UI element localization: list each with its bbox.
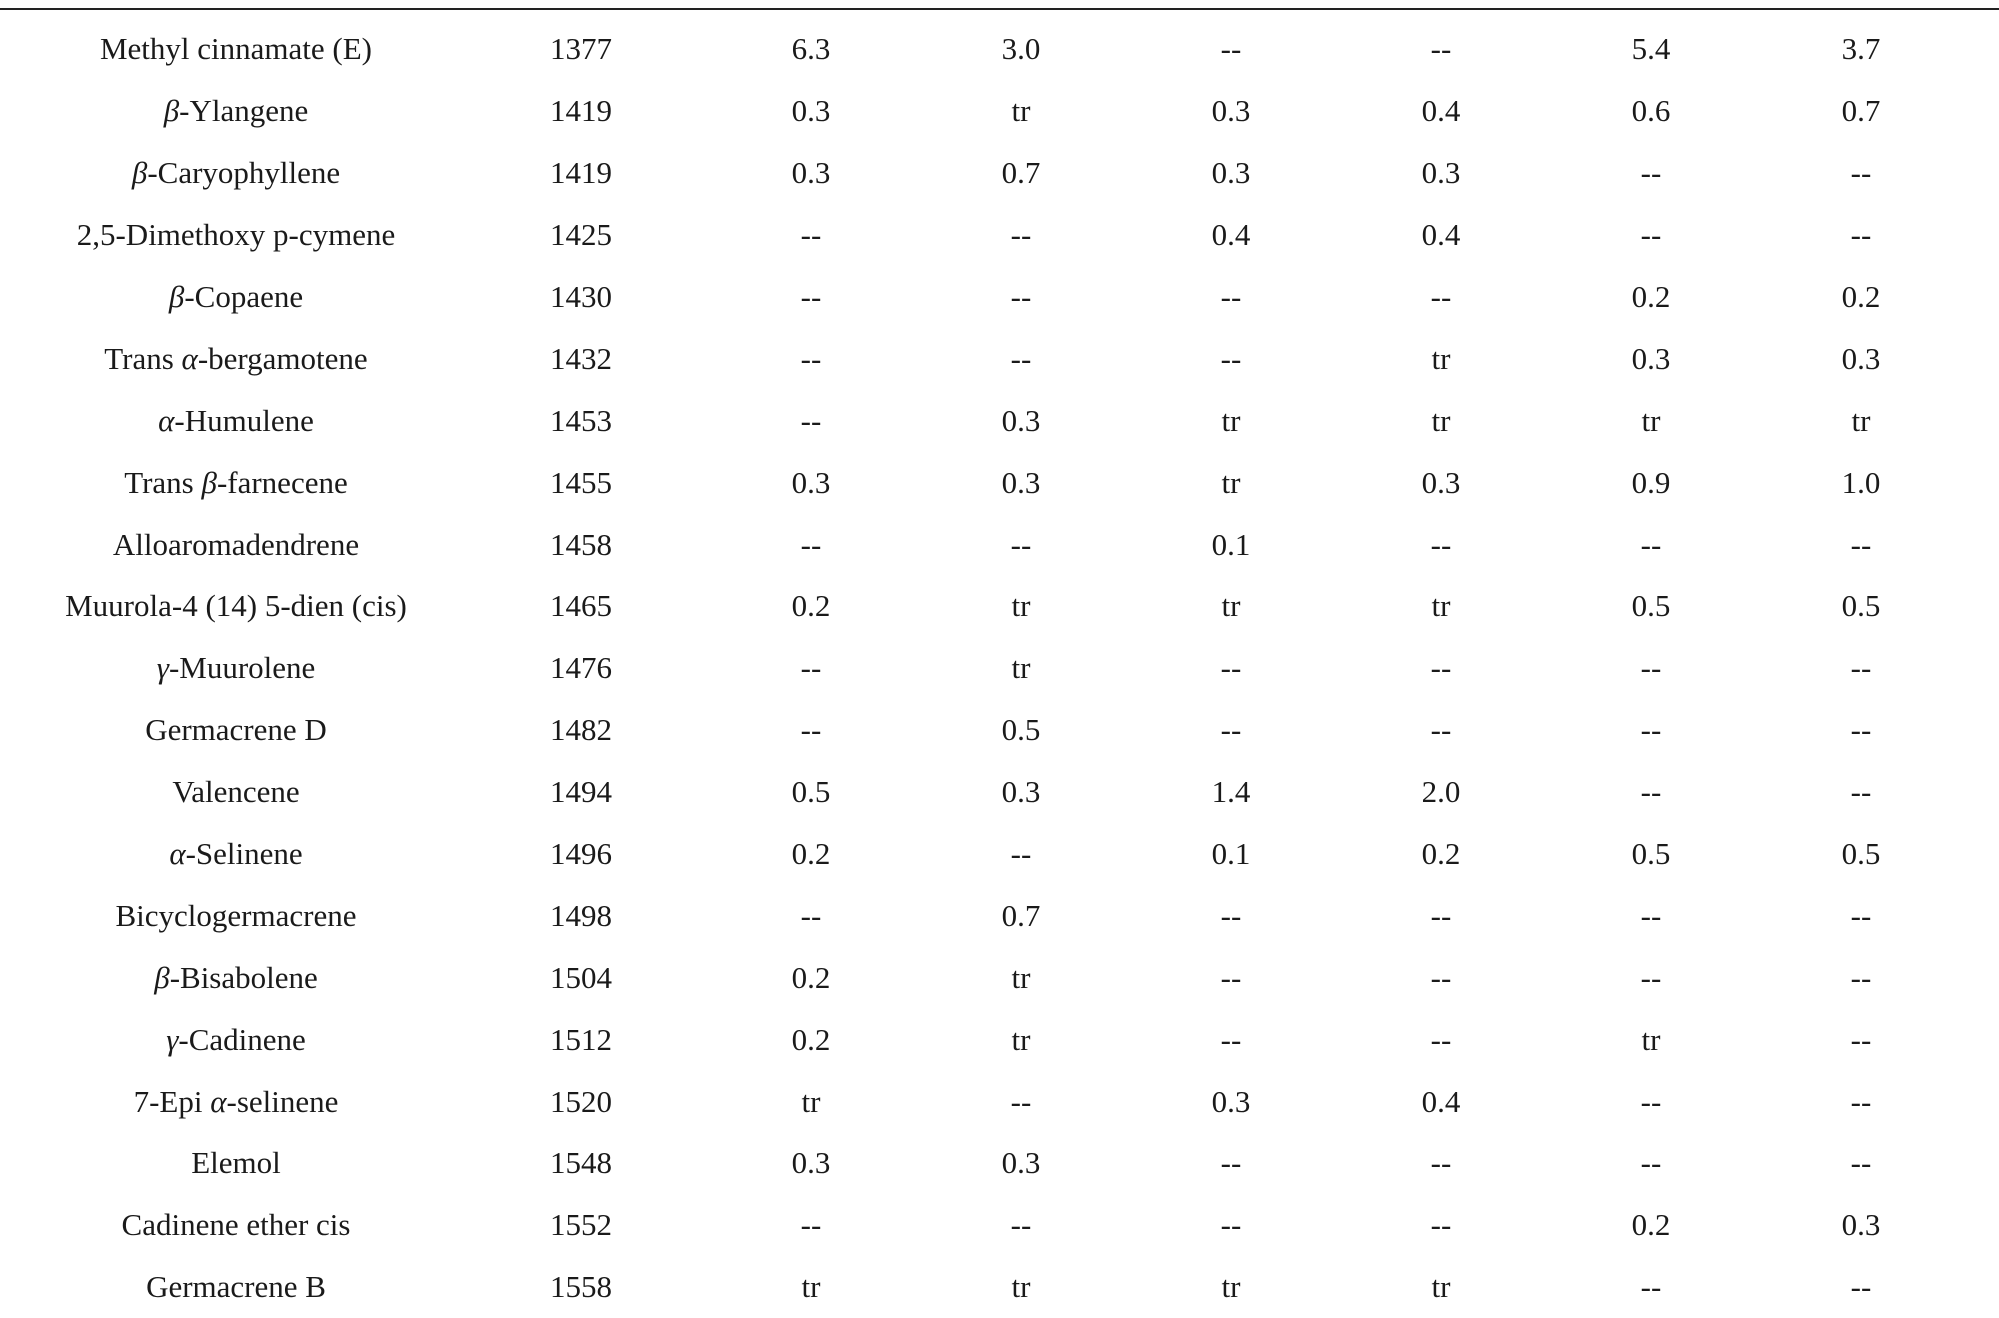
value-cell: -- xyxy=(1010,1207,1032,1243)
value-cell: -- xyxy=(1850,1269,1872,1305)
value-cell: -- xyxy=(1010,340,1032,376)
greek-prefix: γ xyxy=(156,650,169,686)
retention-index-cell: 1458 xyxy=(550,526,612,562)
value-cell: 6.3 xyxy=(791,31,831,67)
value-cell: 0.5 xyxy=(1841,588,1881,624)
value-cell: 0.3 xyxy=(1841,340,1881,376)
value-cell: -- xyxy=(800,650,822,686)
value-cell: 0.4 xyxy=(1421,93,1461,129)
table-row xyxy=(16,451,1966,513)
compound-name-cell xyxy=(16,389,456,451)
value-cell: tr xyxy=(1431,340,1451,376)
value-cell: -- xyxy=(1640,897,1662,933)
greek-prefix: β xyxy=(154,959,170,995)
value-cell: 0.6 xyxy=(1631,93,1671,129)
retention-index-cell: 1465 xyxy=(550,588,612,624)
retention-index-cell: 1453 xyxy=(550,402,612,438)
value-cell: -- xyxy=(1010,526,1032,562)
compound-name-cell xyxy=(16,1070,456,1132)
greek-prefix: α xyxy=(210,1083,227,1119)
compound-name-part: -selinene xyxy=(226,1083,339,1119)
compound-name-cell xyxy=(16,451,456,513)
compound-name-cell xyxy=(16,327,456,389)
value-cell: -- xyxy=(1850,1145,1872,1181)
value-cell: -- xyxy=(1850,959,1872,995)
compound-name-part: -Caryophyllene xyxy=(147,155,341,191)
value-cell: tr xyxy=(1431,1269,1451,1305)
compound-name-part: -Copaene xyxy=(184,279,304,314)
value-cell: 0.7 xyxy=(1001,155,1041,191)
value-cell: 0.1 xyxy=(1211,526,1251,562)
compound-name-cell xyxy=(16,575,456,637)
retention-index-cell: 1496 xyxy=(550,836,612,872)
value-cell: 0.3 xyxy=(791,464,831,500)
table-row xyxy=(16,18,1966,80)
retention-index-cell: 1552 xyxy=(550,1207,612,1243)
value-cell: 0.4 xyxy=(1421,1083,1461,1119)
value-cell: 0.3 xyxy=(791,155,831,191)
greek-prefix: β xyxy=(131,155,148,191)
compound-name-part: Elemol xyxy=(191,1145,281,1181)
value-cell: tr xyxy=(1431,402,1451,438)
compound-name-part: -Humulene xyxy=(174,402,314,438)
value-cell: -- xyxy=(800,712,822,748)
value-cell: 0.2 xyxy=(1841,279,1881,314)
compound-name-cell xyxy=(16,266,456,328)
value-cell: -- xyxy=(1850,526,1872,562)
compound-name-cell xyxy=(16,513,456,575)
table-row xyxy=(16,884,1966,946)
greek-prefix: β xyxy=(168,279,185,314)
value-cell: 0.2 xyxy=(791,588,831,624)
value-cell: 2.0 xyxy=(1421,774,1461,810)
value-cell: -- xyxy=(1640,1269,1662,1305)
table-row xyxy=(16,823,1966,885)
value-cell: 0.3 xyxy=(791,1145,831,1181)
value-cell: -- xyxy=(1850,650,1872,686)
value-cell: -- xyxy=(1220,1207,1242,1243)
compound-name-part: -Cadinene xyxy=(178,1021,306,1057)
value-cell: tr xyxy=(1641,1021,1661,1057)
value-cell: -- xyxy=(1640,650,1662,686)
value-cell: -- xyxy=(800,526,822,562)
compound-name-cell xyxy=(16,204,456,266)
value-cell: tr xyxy=(1221,402,1241,438)
compound-name-cell xyxy=(16,699,456,761)
value-cell: tr xyxy=(1641,402,1661,438)
retention-index-cell: 1430 xyxy=(550,279,612,314)
retention-index-cell: 1377 xyxy=(550,31,612,67)
value-cell: -- xyxy=(800,897,822,933)
value-cell: tr xyxy=(1011,93,1031,129)
compound-name-part: Germacrene B xyxy=(146,1269,326,1305)
retention-index-cell: 1548 xyxy=(550,1145,612,1181)
compound-name-part: Alloaromadendrene xyxy=(112,526,360,562)
value-cell: -- xyxy=(1220,650,1242,686)
value-cell: 0.5 xyxy=(1631,588,1671,624)
retention-index-cell: 1494 xyxy=(550,774,612,810)
value-cell: tr xyxy=(1221,1269,1241,1305)
value-cell: 0.2 xyxy=(791,959,831,995)
value-cell: -- xyxy=(1640,712,1662,748)
table-row xyxy=(16,637,1966,699)
value-cell: -- xyxy=(800,1207,822,1243)
value-cell: -- xyxy=(1640,217,1662,253)
value-cell: -- xyxy=(1640,774,1662,810)
value-cell: -- xyxy=(1850,155,1872,191)
table-row xyxy=(16,80,1966,142)
value-cell: tr xyxy=(1431,588,1451,624)
compound-name-part: -farnecene xyxy=(216,464,348,500)
value-cell: -- xyxy=(1430,279,1452,314)
compound-name-part: -bergamotene xyxy=(197,340,368,376)
compound-name-part: -Muurolene xyxy=(168,650,316,686)
value-cell: -- xyxy=(1640,155,1662,191)
value-cell: 0.3 xyxy=(1421,155,1461,191)
table-row xyxy=(16,389,1966,451)
table-row xyxy=(16,1194,1966,1256)
value-cell: tr xyxy=(1011,1269,1031,1305)
value-cell: -- xyxy=(1010,1083,1032,1119)
compound-table xyxy=(16,18,1966,1318)
value-cell: 0.5 xyxy=(1001,712,1041,748)
value-cell: -- xyxy=(1220,897,1242,933)
compound-name-part: Bicyclogermacrene xyxy=(115,897,357,933)
table-row xyxy=(16,575,1966,637)
value-cell: 0.2 xyxy=(791,1021,831,1057)
value-cell: 0.5 xyxy=(1631,836,1671,872)
value-cell: -- xyxy=(1850,712,1872,748)
compound-name-part: Germacrene D xyxy=(145,712,327,748)
value-cell: 0.9 xyxy=(1631,464,1671,500)
table-row xyxy=(16,142,1966,204)
compound-name-cell xyxy=(16,884,456,946)
retention-index-cell: 1455 xyxy=(550,464,612,500)
compound-name-cell xyxy=(16,1132,456,1194)
greek-prefix: α xyxy=(169,836,186,872)
value-cell: -- xyxy=(1220,1145,1242,1181)
value-cell: -- xyxy=(1430,959,1452,995)
value-cell: -- xyxy=(1850,897,1872,933)
compound-name-cell xyxy=(16,142,456,204)
compound-name-cell xyxy=(16,1008,456,1070)
compound-name-cell xyxy=(16,80,456,142)
compound-name-part: 7-Epi xyxy=(133,1083,211,1119)
greek-prefix: β xyxy=(163,93,180,129)
compound-name-cell xyxy=(16,1256,456,1318)
value-cell: tr xyxy=(1011,1021,1031,1057)
value-cell: 0.5 xyxy=(1841,836,1881,872)
value-cell: -- xyxy=(1220,340,1242,376)
value-cell: -- xyxy=(1430,31,1452,67)
value-cell: -- xyxy=(800,217,822,253)
compound-name-part: Trans xyxy=(104,340,182,376)
value-cell: 0.3 xyxy=(1211,1083,1251,1119)
compound-name-part: Muurola-4 (14) 5-dien (cis) xyxy=(65,588,407,624)
value-cell: 0.3 xyxy=(1421,464,1461,500)
value-cell: 0.3 xyxy=(1211,155,1251,191)
value-cell: -- xyxy=(800,279,822,314)
compound-name-cell xyxy=(16,18,456,80)
value-cell: 0.2 xyxy=(1421,836,1461,872)
retention-index-cell: 1520 xyxy=(550,1083,612,1119)
value-cell: 0.2 xyxy=(791,836,831,872)
retention-index-cell: 1419 xyxy=(550,155,612,191)
table-row xyxy=(16,946,1966,1008)
compound-name-part: -Ylangene xyxy=(179,93,309,129)
value-cell: 0.3 xyxy=(1631,340,1671,376)
compound-name-cell xyxy=(16,823,456,885)
value-cell: 5.4 xyxy=(1631,31,1671,67)
compound-name-part: -Selinene xyxy=(185,836,303,872)
value-cell: -- xyxy=(1640,526,1662,562)
value-cell: 0.4 xyxy=(1421,217,1461,253)
value-cell: -- xyxy=(1850,774,1872,810)
value-cell: tr xyxy=(1011,959,1031,995)
retention-index-cell: 1425 xyxy=(550,217,612,253)
table-row xyxy=(16,1008,1966,1070)
value-cell: 0.3 xyxy=(791,93,831,129)
value-cell: -- xyxy=(1430,1145,1452,1181)
compound-name-cell xyxy=(16,946,456,1008)
value-cell: 0.4 xyxy=(1211,217,1251,253)
value-cell: tr xyxy=(801,1269,821,1305)
value-cell: -- xyxy=(1430,897,1452,933)
value-cell: -- xyxy=(1640,1083,1662,1119)
table-top-rule xyxy=(0,8,1999,10)
value-cell: tr xyxy=(1221,464,1241,500)
value-cell: 0.3 xyxy=(1001,464,1041,500)
retention-index-cell: 1512 xyxy=(550,1021,612,1057)
value-cell: 1.4 xyxy=(1211,774,1251,810)
value-cell: -- xyxy=(1220,712,1242,748)
value-cell: -- xyxy=(1640,1145,1662,1181)
greek-prefix: α xyxy=(158,402,175,438)
compound-name-cell xyxy=(16,1194,456,1256)
value-cell: 0.5 xyxy=(791,774,831,810)
value-cell: -- xyxy=(1220,1021,1242,1057)
value-cell: -- xyxy=(1220,959,1242,995)
table-row xyxy=(16,266,1966,328)
retention-index-cell: 1476 xyxy=(550,650,612,686)
greek-prefix: α xyxy=(181,340,198,376)
table-row xyxy=(16,327,1966,389)
value-cell: 0.3 xyxy=(1001,774,1041,810)
greek-prefix: β xyxy=(201,464,217,500)
value-cell: -- xyxy=(1430,1021,1452,1057)
compound-name-part: Cadinene ether cis xyxy=(121,1207,351,1243)
value-cell: 0.7 xyxy=(1841,93,1881,129)
value-cell: tr xyxy=(1221,588,1241,624)
table-row xyxy=(16,204,1966,266)
retention-index-cell: 1419 xyxy=(550,93,612,129)
table-body xyxy=(16,18,1966,1318)
value-cell: -- xyxy=(1220,31,1242,67)
value-cell: -- xyxy=(800,340,822,376)
value-cell: 3.0 xyxy=(1001,31,1041,67)
value-cell: -- xyxy=(1010,279,1032,314)
retention-index-cell: 1504 xyxy=(550,959,612,995)
value-cell: 0.1 xyxy=(1211,836,1251,872)
value-cell: -- xyxy=(1220,279,1242,314)
table-row xyxy=(16,761,1966,823)
value-cell: 0.2 xyxy=(1631,1207,1671,1243)
compound-name-part: -Bisabolene xyxy=(169,959,318,995)
value-cell: -- xyxy=(1640,959,1662,995)
value-cell: -- xyxy=(1850,217,1872,253)
value-cell: -- xyxy=(1430,526,1452,562)
compound-name-cell xyxy=(16,761,456,823)
retention-index-cell: 1482 xyxy=(550,712,612,748)
value-cell: 0.2 xyxy=(1631,279,1671,314)
table-row xyxy=(16,513,1966,575)
table-row xyxy=(16,1132,1966,1194)
value-cell: -- xyxy=(1010,217,1032,253)
value-cell: -- xyxy=(1850,1021,1872,1057)
compound-name-part: Valencene xyxy=(172,774,300,810)
greek-prefix: γ xyxy=(166,1021,179,1057)
value-cell: 0.3 xyxy=(1211,93,1251,129)
value-cell: tr xyxy=(1011,650,1031,686)
compound-name-part: 2,5-Dimethoxy p-cymene xyxy=(76,217,396,253)
retention-index-cell: 1498 xyxy=(550,897,612,933)
compound-name-cell xyxy=(16,637,456,699)
retention-index-cell: 1558 xyxy=(550,1269,612,1305)
value-cell: -- xyxy=(1430,1207,1452,1243)
value-cell: 3.7 xyxy=(1841,31,1881,67)
compound-name-part: Trans xyxy=(124,464,202,500)
value-cell: -- xyxy=(1430,712,1452,748)
table-row xyxy=(16,1256,1966,1318)
value-cell: -- xyxy=(1850,1083,1872,1119)
value-cell: tr xyxy=(1851,402,1871,438)
value-cell: -- xyxy=(1430,650,1452,686)
table-row xyxy=(16,699,1966,761)
value-cell: 0.3 xyxy=(1841,1207,1881,1243)
value-cell: tr xyxy=(801,1083,821,1119)
value-cell: 0.3 xyxy=(1001,1145,1041,1181)
value-cell: -- xyxy=(1010,836,1032,872)
retention-index-cell: 1432 xyxy=(550,340,612,376)
value-cell: 1.0 xyxy=(1841,464,1881,500)
value-cell: 0.7 xyxy=(1001,897,1041,933)
value-cell: -- xyxy=(800,402,822,438)
value-cell: tr xyxy=(1011,588,1031,624)
table-row xyxy=(16,1070,1966,1132)
compound-name-part: Methyl cinnamate (E) xyxy=(99,31,372,67)
value-cell: 0.3 xyxy=(1001,402,1041,438)
